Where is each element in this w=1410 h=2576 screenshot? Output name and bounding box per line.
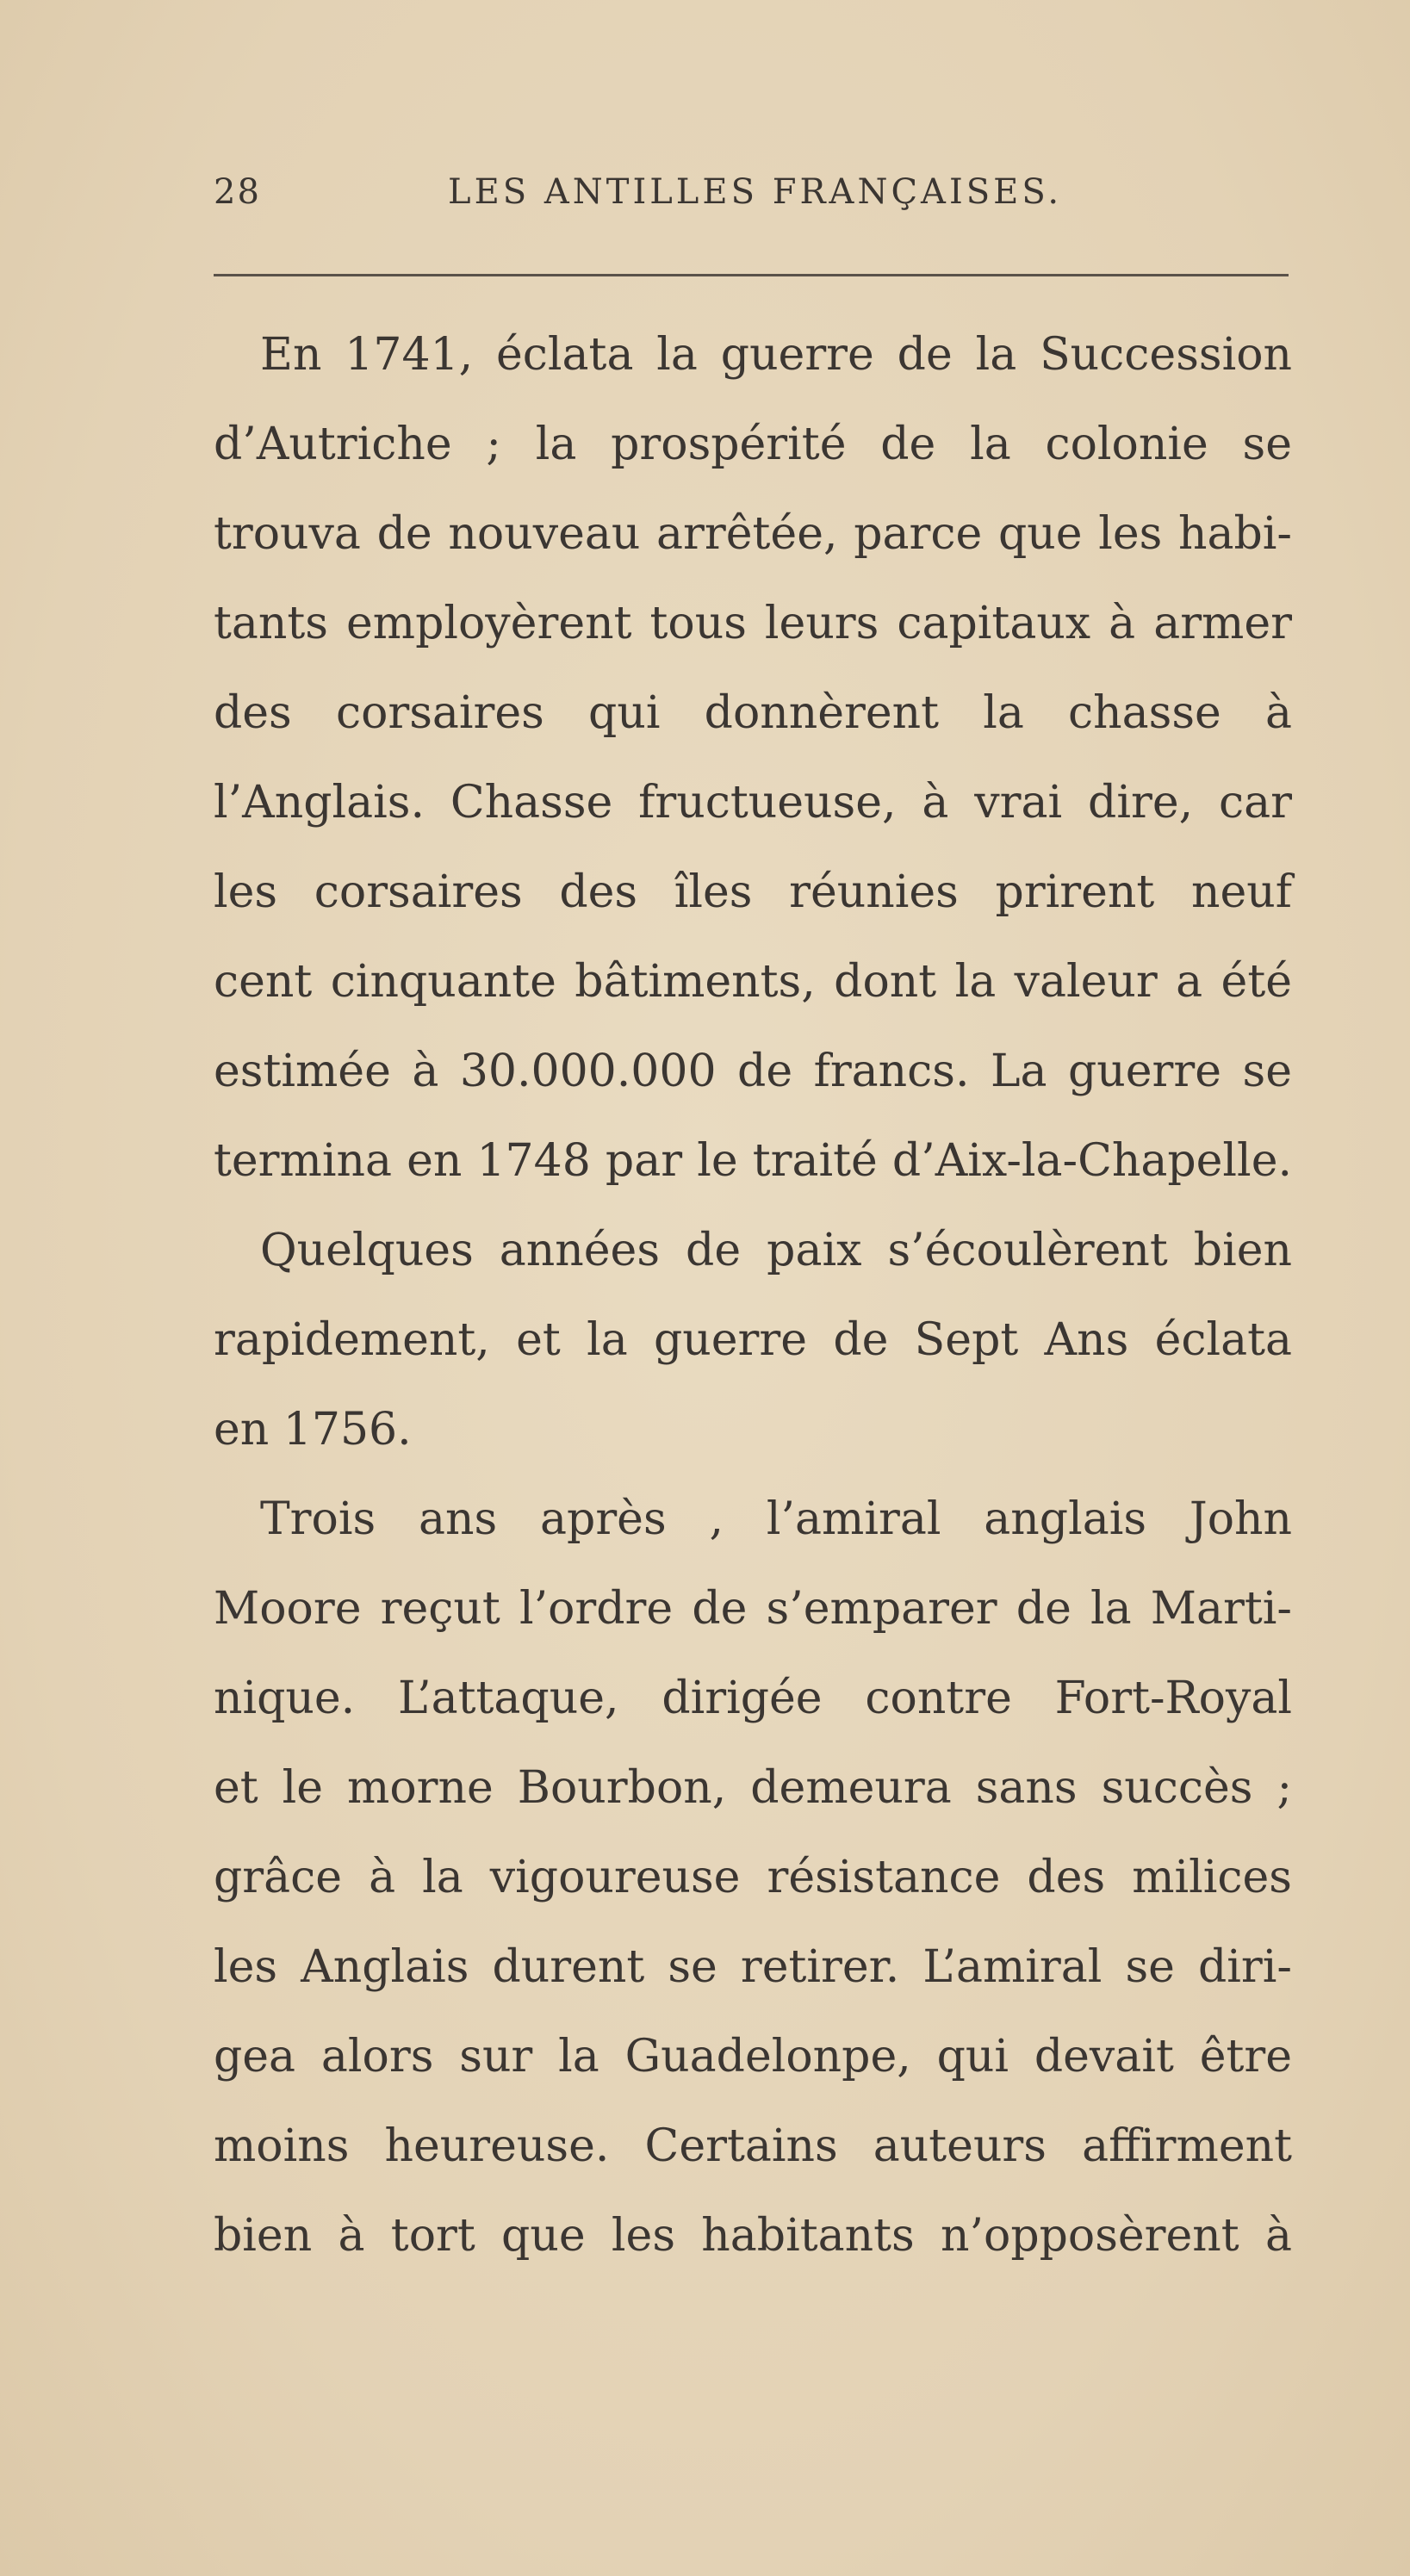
body-text [214,310,1292,2281]
text-line: termina en 1748 par le traité d’Aix-la-Chapelle. [214,1135,1292,1187]
text-line: en 1756. [214,1404,412,1456]
running-title: LES ANTILLES FRANÇAISES. [448,172,1063,212]
page-number: 28 [214,172,261,212]
text-line: les corsaires des îles réunies prirent neuf [214,866,1292,918]
text-line: et le morne Bourbon, demeura sans succès ; [214,1762,1292,1814]
text-line: tants employèrent tous leurs capitaux à armer [214,598,1292,649]
text-line: l’Anglais. Chasse fructueuse, à vrai dire, car [214,777,1292,829]
text-line: cent cinquante bâtiments, dont la valeur a été [214,956,1292,1008]
text-line: grâce à la vigoureuse résistance des milices [214,1852,1292,1903]
text-line: estimée à 30.000.000 de francs. La guerre se [214,1046,1292,1097]
header-rule [214,274,1289,276]
text-line: les Anglais durent se retirer. L’amiral se diri- [214,1941,1292,1993]
text-line: trouva de nouveau arrêtée, parce que les habi- [214,508,1292,560]
text-line: gea alors sur la Guadelonpe, qui devait être [214,2031,1292,2083]
text-line: des corsaires qui donnèrent la chasse à [214,687,1292,739]
text-line: Moore reçut l’ordre de s’emparer de la Marti- [214,1583,1292,1635]
text-line: nique. L’attaque, dirigée contre Fort-Royal [214,1673,1292,1724]
text-line: rapidement, et la guerre de Sept Ans éclata [214,1314,1292,1366]
running-head [214,172,1290,224]
text-line: bien à tort que les habitants n’opposèrent à [214,2210,1292,2262]
text-line: En 1741, éclata la guerre de la Succession [260,329,1292,381]
text-line: Quelques années de paix s’écoulèrent bien [260,1225,1292,1276]
text-line: Trois ans après , l’amiral anglais John [260,1493,1292,1545]
text-line: moins heureuse. Certains auteurs affirment [214,2120,1292,2172]
text-line: d’Autriche ; la prospérité de la colonie se [214,419,1292,470]
